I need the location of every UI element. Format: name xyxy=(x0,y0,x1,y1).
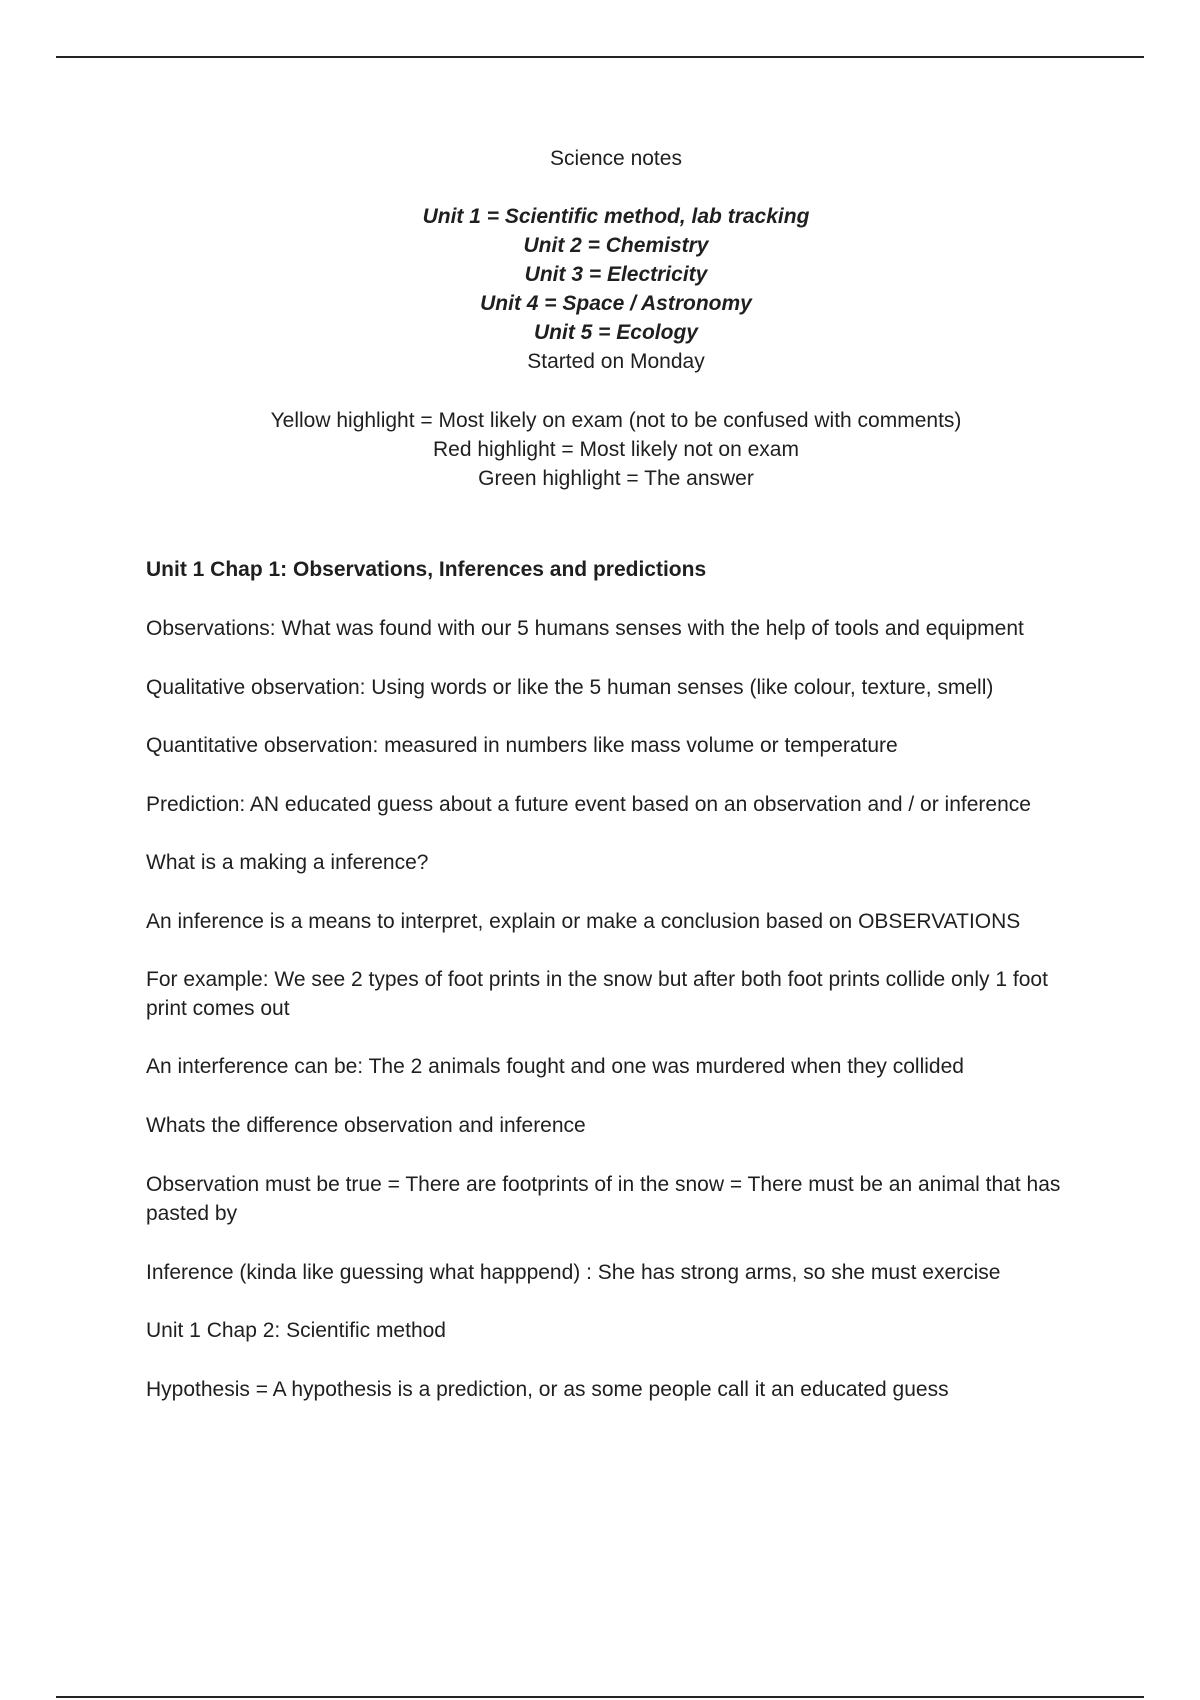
paragraph: Whats the difference observation and inference xyxy=(146,1114,586,1137)
unit-item: Unit 2 = Chemistry xyxy=(523,234,709,257)
unit-item: Unit 4 = Space / Astronomy xyxy=(480,292,752,315)
subsection-heading: Unit 1 Chap 2: Scientific method xyxy=(146,1319,446,1342)
legend-yellow: Yellow highlight = Most likely on exam (not to be confused with comments) xyxy=(270,409,962,432)
paragraph: Hypothesis = A hypothesis is a prediction, or as some people call it an educated guess xyxy=(146,1378,949,1401)
unit-item: Unit 5 = Ecology xyxy=(534,321,698,344)
paragraph: Prediction: AN educated guess about a future event based on an observation and / or inference xyxy=(146,793,1031,816)
paragraph: Observation must be true = There are footprints of in the snow = There must be an animal that has pasted by xyxy=(146,1173,1061,1225)
unit-item: Unit 3 = Electricity xyxy=(524,263,708,286)
legend-green: Green highlight = The answer xyxy=(478,467,754,490)
paragraph: An interference can be: The 2 animals fought and one was murdered when they collided xyxy=(146,1055,964,1078)
highlight-legend xyxy=(0,406,1200,493)
bottom-rule xyxy=(56,1696,1144,1698)
paragraph: For example: We see 2 types of foot prints in the snow but after both foot prints collide only 1 foot print comes out xyxy=(146,968,1048,1020)
paragraph: Quantitative observation: measured in numbers like mass volume or temperature xyxy=(146,734,898,757)
paragraph: Observations: What was found with our 5 humans senses with the help of tools and equipment xyxy=(146,617,1024,640)
paragraph: What is a making a inference? xyxy=(146,851,429,874)
section-heading: Unit 1 Chap 1: Observations, Inferences and predictions xyxy=(146,558,707,581)
started-note: Started on Monday xyxy=(527,350,705,373)
paragraph: Qualitative observation: Using words or like the 5 human senses (like colour, texture, smell) xyxy=(146,676,994,699)
paragraph: An inference is a means to interpret, explain or make a conclusion based on OBSERVATIONS xyxy=(146,910,1021,933)
document-title: Science notes xyxy=(550,147,682,170)
unit-item: Unit 1 = Scientific method, lab tracking xyxy=(422,205,810,228)
unit-list xyxy=(0,202,1200,376)
legend-red: Red highlight = Most likely not on exam xyxy=(433,438,799,461)
paragraph: Inference (kinda like guessing what happpend) : She has strong arms, so she must exercise xyxy=(146,1261,1001,1284)
